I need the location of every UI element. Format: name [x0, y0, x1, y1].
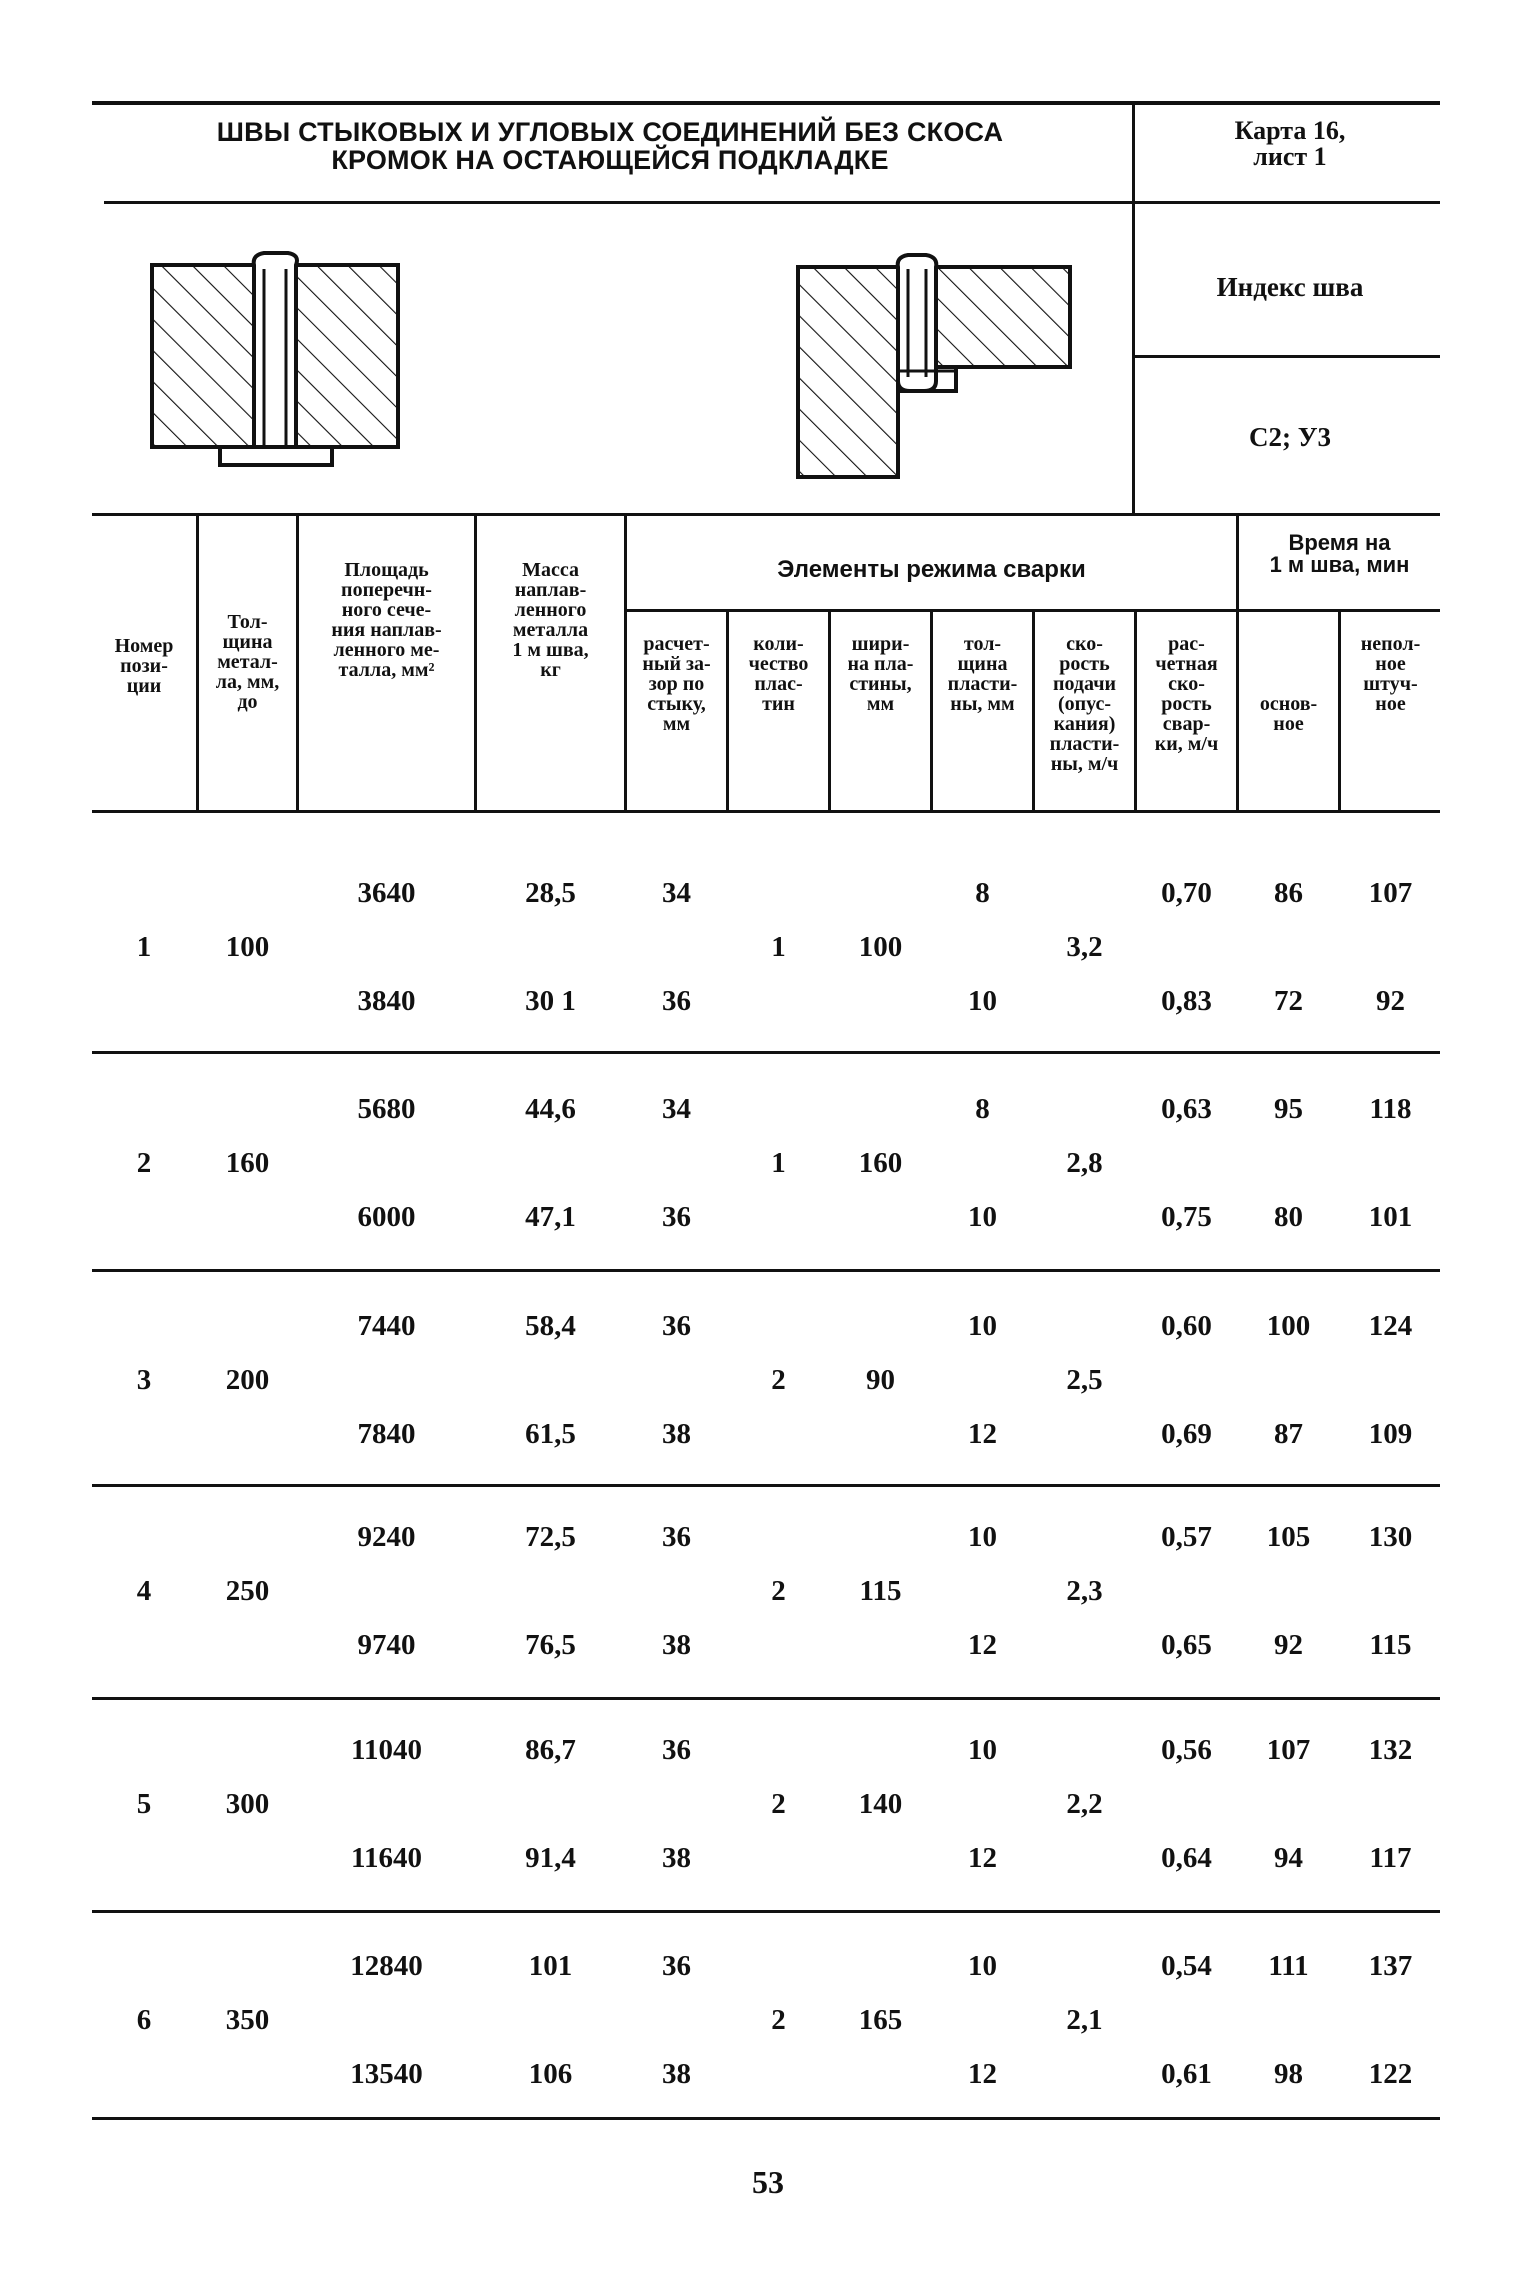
cell-mass: 44,6 — [525, 1093, 576, 1125]
cell-mass: 30 1 — [525, 985, 576, 1017]
col-header-weld-speed: рас- четная ско- рость свар- ки, м/ч — [1154, 633, 1219, 755]
cell-plate-thickness: 12 — [968, 1842, 997, 1874]
cell-gap: 36 — [662, 1734, 691, 1766]
cell-gap: 36 — [662, 1950, 691, 1982]
cell-plate-thickness: 12 — [968, 2058, 997, 2090]
cell-plate-thickness: 10 — [968, 985, 997, 1017]
cell-plate-width: 140 — [858, 1788, 903, 1820]
cell-area: 9240 — [357, 1521, 416, 1553]
cell-thickness: 250 — [225, 1575, 270, 1607]
cell-mass: 76,5 — [525, 1629, 576, 1661]
cell-area: 6000 — [357, 1201, 416, 1233]
sheet-number: лист 1 — [1253, 142, 1327, 171]
cell-gap: 34 — [662, 1093, 691, 1125]
title-line-2: КРОМОК НА ОСТАЮЩЕЙСЯ ПОДКЛАДКЕ — [331, 145, 889, 175]
cell-plate-thickness: 12 — [968, 1418, 997, 1450]
cell-area: 12840 — [350, 1950, 423, 1982]
cell-gap: 36 — [662, 1201, 691, 1233]
cell-weld-speed: 0,65 — [1161, 1629, 1212, 1661]
top-rule — [92, 101, 1440, 105]
cell-gap: 38 — [662, 1842, 691, 1874]
col-header-gap: расчет- ный за- зор по стыку, мм — [642, 633, 711, 735]
cell-thickness: 350 — [225, 2004, 270, 2036]
page-number: 53 — [752, 2164, 784, 2200]
col-header-mass: Масса наплав- ленного металла 1 м шва, кг — [512, 559, 589, 681]
cell-time-piece: 101 — [1368, 1201, 1413, 1233]
cell-mass: 47,1 — [525, 1201, 576, 1233]
cell-position: 1 — [136, 931, 152, 963]
cell-time-piece: 137 — [1368, 1950, 1413, 1982]
cell-mass: 106 — [528, 2058, 573, 2090]
cell-feed-speed: 2,8 — [1066, 1147, 1103, 1179]
cell-area: 13540 — [350, 2058, 423, 2090]
corner-joint-drawing — [790, 245, 1090, 485]
cell-thickness: 200 — [225, 1364, 270, 1396]
cell-weld-speed: 0,69 — [1161, 1418, 1212, 1450]
cell-plate-count: 1 — [771, 931, 786, 963]
cell-time-main: 72 — [1274, 985, 1303, 1017]
cell-time-piece: 117 — [1369, 1842, 1412, 1874]
cell-time-piece: 130 — [1368, 1521, 1413, 1553]
cell-time-main: 92 — [1274, 1629, 1303, 1661]
cell-area: 7840 — [357, 1418, 416, 1450]
cell-time-main: 98 — [1274, 2058, 1303, 2090]
title-rule — [104, 201, 1440, 204]
cell-plate-count: 2 — [771, 1364, 786, 1396]
cell-plate-width: 90 — [866, 1364, 895, 1396]
row-separator — [92, 1697, 1440, 1700]
cell-thickness: 160 — [225, 1147, 270, 1179]
cell-time-main: 80 — [1274, 1201, 1303, 1233]
cell-time-piece: 122 — [1368, 2058, 1413, 2090]
cell-weld-speed: 0,70 — [1161, 877, 1212, 909]
cell-area: 11040 — [351, 1734, 422, 1766]
cell-weld-speed: 0,56 — [1161, 1734, 1212, 1766]
col-header-thickness: Тол- щина метал- ла, мм, до — [215, 611, 280, 713]
col-header-plate-thickness: тол- щина пласти- ны, мм — [947, 633, 1018, 715]
index-rule — [1135, 355, 1440, 358]
cell-time-piece: 92 — [1376, 985, 1405, 1017]
weld-index-label: Индекс шва — [1216, 272, 1364, 302]
cell-plate-count: 2 — [771, 1575, 786, 1607]
cell-time-piece: 115 — [1369, 1629, 1412, 1661]
cell-position: 6 — [136, 2004, 152, 2036]
cell-plate-thickness: 10 — [968, 1521, 997, 1553]
cell-mass: 91,4 — [525, 1842, 576, 1874]
cell-weld-speed: 0,54 — [1161, 1950, 1212, 1982]
cell-time-main: 100 — [1266, 1310, 1311, 1342]
cell-mass: 58,4 — [525, 1310, 576, 1342]
cell-position: 3 — [136, 1364, 152, 1396]
cell-plate-thickness: 12 — [968, 1629, 997, 1661]
cell-time-main: 94 — [1274, 1842, 1303, 1874]
table-bottom-rule — [92, 2117, 1440, 2120]
cell-gap: 36 — [662, 985, 691, 1017]
col-header-feed-speed: ско- рость подачи (опус- кания) пласти- ны, м/ч — [1049, 633, 1120, 775]
cell-time-main: 105 — [1266, 1521, 1311, 1553]
col-header-position: Номер пози- ции — [114, 635, 174, 697]
header-vertical-divider — [1132, 101, 1135, 513]
cell-time-main: 86 — [1274, 877, 1303, 909]
cell-weld-speed: 0,57 — [1161, 1521, 1212, 1553]
cell-plate-thickness: 10 — [968, 1310, 997, 1342]
cell-plate-width: 165 — [858, 2004, 903, 2036]
cell-area: 3640 — [357, 877, 416, 909]
card-number: Карта 16, — [1234, 116, 1346, 145]
weld-index-value: С2; У3 — [1248, 422, 1332, 452]
cell-mass: 61,5 — [525, 1418, 576, 1450]
cell-area: 5680 — [357, 1093, 416, 1125]
cell-position: 5 — [136, 1788, 152, 1820]
cell-plate-width: 160 — [858, 1147, 903, 1179]
cell-gap: 36 — [662, 1310, 691, 1342]
col-group-welding-mode: Элементы режима сварки — [777, 556, 1086, 583]
cell-feed-speed: 2,2 — [1066, 1788, 1103, 1820]
cell-gap: 38 — [662, 1629, 691, 1661]
cell-time-main: 87 — [1274, 1418, 1303, 1450]
cell-time-piece: 124 — [1368, 1310, 1413, 1342]
cell-plate-thickness: 10 — [968, 1201, 997, 1233]
cell-feed-speed: 3,2 — [1066, 931, 1103, 963]
col-group-time: Время на 1 м шва, мин — [1269, 530, 1410, 577]
cell-weld-speed: 0,61 — [1161, 2058, 1212, 2090]
cell-time-main: 95 — [1274, 1093, 1303, 1125]
title-line-1: ШВЫ СТЫКОВЫХ И УГЛОВЫХ СОЕДИНЕНИЙ БЕЗ СКОСА — [216, 117, 1004, 147]
cell-time-piece: 132 — [1368, 1734, 1413, 1766]
cell-plate-count: 2 — [771, 2004, 786, 2036]
cell-plate-thickness: 8 — [975, 1093, 990, 1125]
cell-thickness: 100 — [225, 931, 270, 963]
cell-position: 4 — [136, 1575, 152, 1607]
cell-plate-count: 2 — [771, 1788, 786, 1820]
cell-time-piece: 107 — [1368, 877, 1413, 909]
cell-area: 3840 — [357, 985, 416, 1017]
cell-plate-thickness: 10 — [968, 1950, 997, 1982]
cell-plate-width: 115 — [859, 1575, 902, 1607]
cell-mass: 101 — [528, 1950, 573, 1982]
cell-mass: 28,5 — [525, 877, 576, 909]
cell-area: 7440 — [357, 1310, 416, 1342]
cell-time-main: 107 — [1266, 1734, 1311, 1766]
cell-weld-speed: 0,64 — [1161, 1842, 1212, 1874]
cell-time-piece: 118 — [1369, 1093, 1412, 1125]
cell-plate-count: 1 — [771, 1147, 786, 1179]
col-header-area: Площадь поперечн- ного сече- ния наплав- ленного ме- талла, мм² — [331, 559, 442, 681]
row-separator — [92, 1269, 1440, 1272]
cell-gap: 36 — [662, 1521, 691, 1553]
col-header-plate-width: шири- на пла- стины, мм — [847, 633, 914, 715]
cell-plate-thickness: 10 — [968, 1734, 997, 1766]
card-reference — [1140, 118, 1440, 170]
cell-feed-speed: 2,3 — [1066, 1575, 1103, 1607]
document-title — [100, 118, 1120, 174]
cell-time-piece: 109 — [1368, 1418, 1413, 1450]
butt-joint-drawing — [140, 245, 420, 475]
col-header-plate-count: коли- чество плас- тин — [748, 633, 809, 715]
cell-plate-thickness: 8 — [975, 877, 990, 909]
cell-thickness: 300 — [225, 1788, 270, 1820]
cell-gap: 38 — [662, 2058, 691, 2090]
row-separator — [92, 1910, 1440, 1913]
cell-plate-width: 100 — [858, 931, 903, 963]
cell-gap: 34 — [662, 877, 691, 909]
cell-weld-speed: 0,60 — [1161, 1310, 1212, 1342]
cell-area: 9740 — [357, 1629, 416, 1661]
cell-time-main: 111 — [1268, 1950, 1309, 1982]
cell-gap: 38 — [662, 1418, 691, 1450]
col-header-time-piece: непол- ное штуч- ное — [1360, 633, 1421, 715]
cell-mass: 72,5 — [525, 1521, 576, 1553]
row-separator — [92, 1484, 1440, 1487]
cell-area: 11640 — [351, 1842, 422, 1874]
cell-position: 2 — [136, 1147, 152, 1179]
cell-feed-speed: 2,5 — [1066, 1364, 1103, 1396]
cell-weld-speed: 0,63 — [1161, 1093, 1212, 1125]
cell-weld-speed: 0,75 — [1161, 1201, 1212, 1233]
cell-weld-speed: 0,83 — [1161, 985, 1212, 1017]
col-header-time-main: основ- ное — [1259, 693, 1318, 735]
cell-feed-speed: 2,1 — [1066, 2004, 1103, 2036]
row-separator — [92, 1051, 1440, 1054]
cell-mass: 86,7 — [525, 1734, 576, 1766]
